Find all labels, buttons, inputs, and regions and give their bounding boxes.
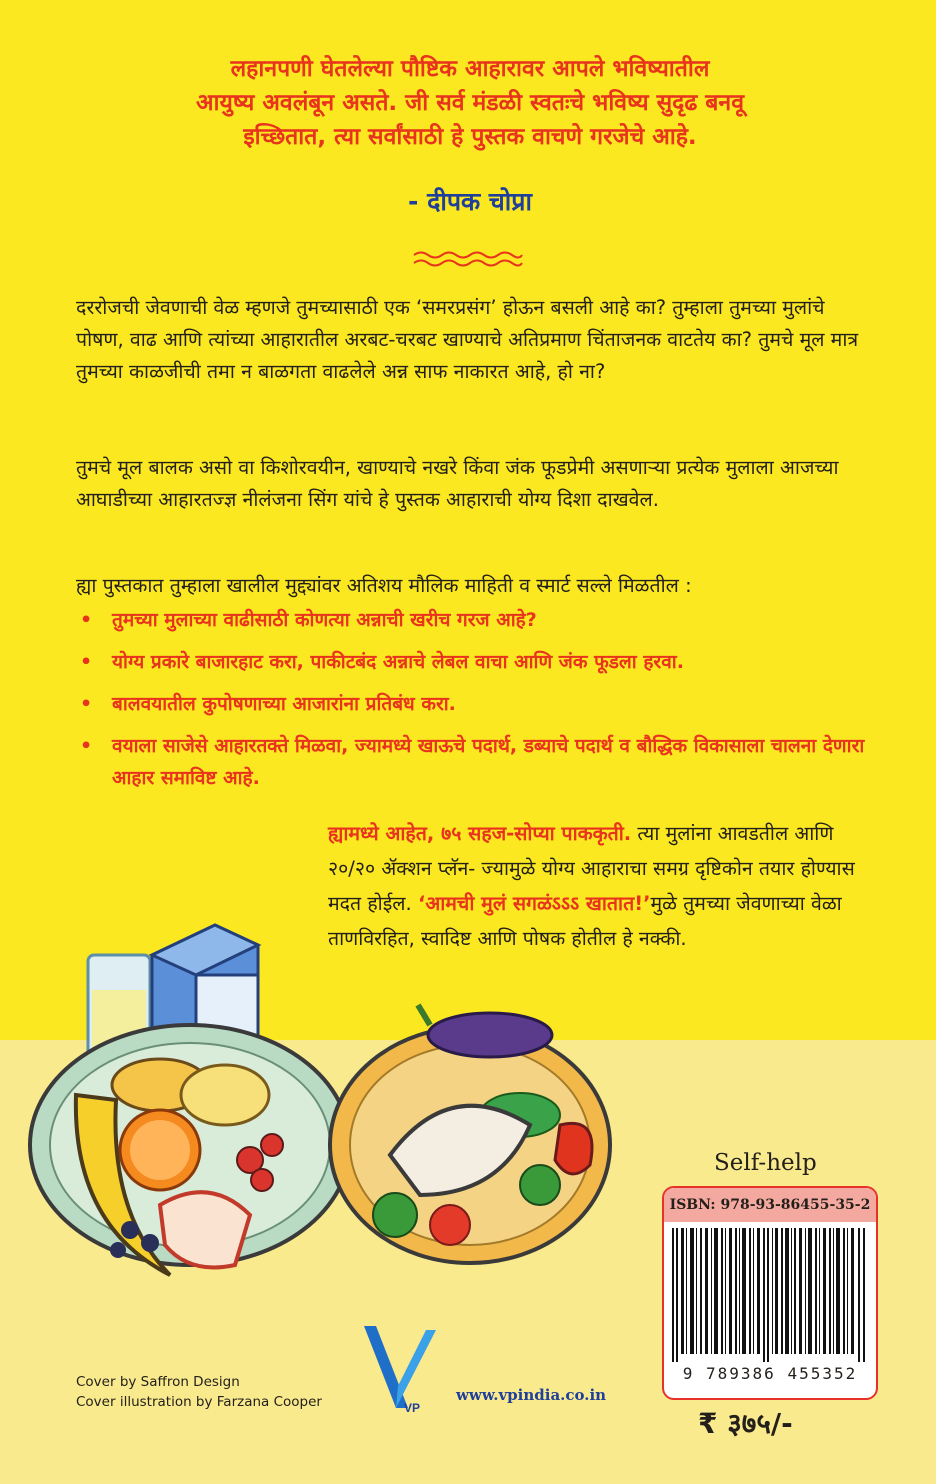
quote-block bbox=[90, 52, 850, 154]
quote-line: इच्छितात, त्या सर्वांसाठी हे पुस्तक वाचणे गरजेचे आहे. bbox=[243, 124, 697, 150]
list-item-text: तुमच्या मुलाच्या वाढीसाठी कोणत्या अन्नाची खरीच गरज आहे? bbox=[112, 609, 537, 631]
quote-line: आयुष्य अवलंबून असते. जी सर्व मंडळी स्वतःचे भविष्य सुदृढ बनवू bbox=[195, 90, 744, 116]
bullet-icon: • bbox=[80, 651, 93, 673]
genre-label: Self-help bbox=[714, 1150, 817, 1176]
bullet-icon: • bbox=[80, 609, 93, 631]
quote-author: - दीपक चोप्रा bbox=[408, 187, 532, 216]
list-item-text: वयाला साजेसे आहारतक्ते मिळवा, ज्यामध्ये खाऊचे पदार्थ, डब्याचे पदार्थ व बौद्धिक विकासाला चालना देणारा आहार समाविष्ट आहे. bbox=[112, 735, 865, 789]
paragraph-text: ह्या पुस्तकात तुम्हाला खालील मुद्द्यांवर अतिशय मौलिक माहिती व स्मार्ट सल्ले मिळतील : bbox=[76, 574, 692, 597]
feature-list bbox=[76, 604, 876, 804]
fruit-plate-icon bbox=[30, 1025, 350, 1275]
logo-text: VP bbox=[404, 1401, 421, 1415]
credits bbox=[76, 1372, 322, 1412]
isbn-label: ISBN: 978-93-86455-35-2 bbox=[664, 1188, 876, 1222]
publisher-website[interactable]: www.vpindia.co.in bbox=[456, 1386, 607, 1404]
list-item-text: योग्य प्रकारे बाजारहाट करा, पाकीटबंद अन्नाचे लेबल वाचा आणि जंक फूडला हरवा. bbox=[112, 651, 684, 673]
list-item bbox=[76, 730, 876, 794]
paragraph-text: तुमचे मूल बालक असो वा किशोरवयीन, खाण्याचे नखरे किंवा जंक फूडप्रेमी असणाऱ्या प्रत्येक मुलाला आजच्या आघाडीच्या आहारतज्ज्ञ नीलंजना सिंग यांचे हे पुस्तक आहाराची योग्य दिशा दाखवेल. bbox=[76, 456, 839, 511]
publisher-logo-icon bbox=[356, 1322, 452, 1418]
isbn-barcode-box bbox=[662, 1186, 878, 1400]
illustration-credit: Cover illustration by Farzana Cooper bbox=[76, 1394, 322, 1410]
recipes-text: त्या मुलांना आवडतील आणि २०/२० ॲक्शन प्लॅन- ज्यामुळे योग्य आहाराचा समग्र दृष्टिकोन तयार होण्यास मदत होईल. bbox=[328, 822, 855, 915]
price: ₹ ३७५/- bbox=[698, 1407, 793, 1440]
paragraph-text: दररोजची जेवणाची वेळ म्हणजे तुमच्यासाठी एक ‘समरप्रसंग’ होऊन बसली आहे का? तुम्हाला तुमच्या मुलांचे पोषण, वाढ आणि त्यांच्या आहारातील अरबट-चरबट खाण्याचे अतिप्रमाण चिंताजनक वाटतेय का? तुमचे मूल मात्र तुमच्या काळजीची तमा न बाळगता वाढलेले अन्न साफ नाकारत आहे, हो ना? bbox=[76, 296, 859, 383]
second-paragraph bbox=[76, 452, 866, 516]
book-title-highlight: ‘आमची मुलं सगळंऽऽऽ खातात!’ bbox=[417, 892, 651, 915]
cover-credit: Cover by Saffron Design bbox=[76, 1374, 240, 1390]
quote-line: लहानपणी घेतलेल्या पौष्टिक आहारावर आपले भविष्यातील bbox=[230, 56, 710, 82]
list-item bbox=[76, 646, 876, 678]
recipes-text: मुळे तुमच्या जेवणाच्या वेळा ताणविरहित, स्वादिष्ट आणि पोषक होतील हे नक्की. bbox=[328, 892, 842, 950]
list-intro bbox=[76, 570, 866, 602]
intro-paragraph bbox=[76, 292, 866, 388]
fish-plate-icon bbox=[330, 1005, 610, 1263]
food-illustration bbox=[0, 895, 660, 1295]
bullet-icon: • bbox=[80, 735, 93, 757]
bullet-icon: • bbox=[80, 693, 93, 715]
recipes-highlight: ह्यामध्ये आहेत, ७५ सहज-सोप्या पाककृती. bbox=[328, 822, 632, 845]
list-item bbox=[76, 604, 876, 636]
list-item-text: बालवयातील कुपोषणाच्या आजारांना प्रतिबंध करा. bbox=[112, 693, 456, 715]
barcode-digits: 9 789386 455352 bbox=[682, 1364, 858, 1383]
wave-divider-icon bbox=[412, 250, 524, 268]
list-item bbox=[76, 688, 876, 720]
barcode-icon bbox=[672, 1228, 868, 1362]
